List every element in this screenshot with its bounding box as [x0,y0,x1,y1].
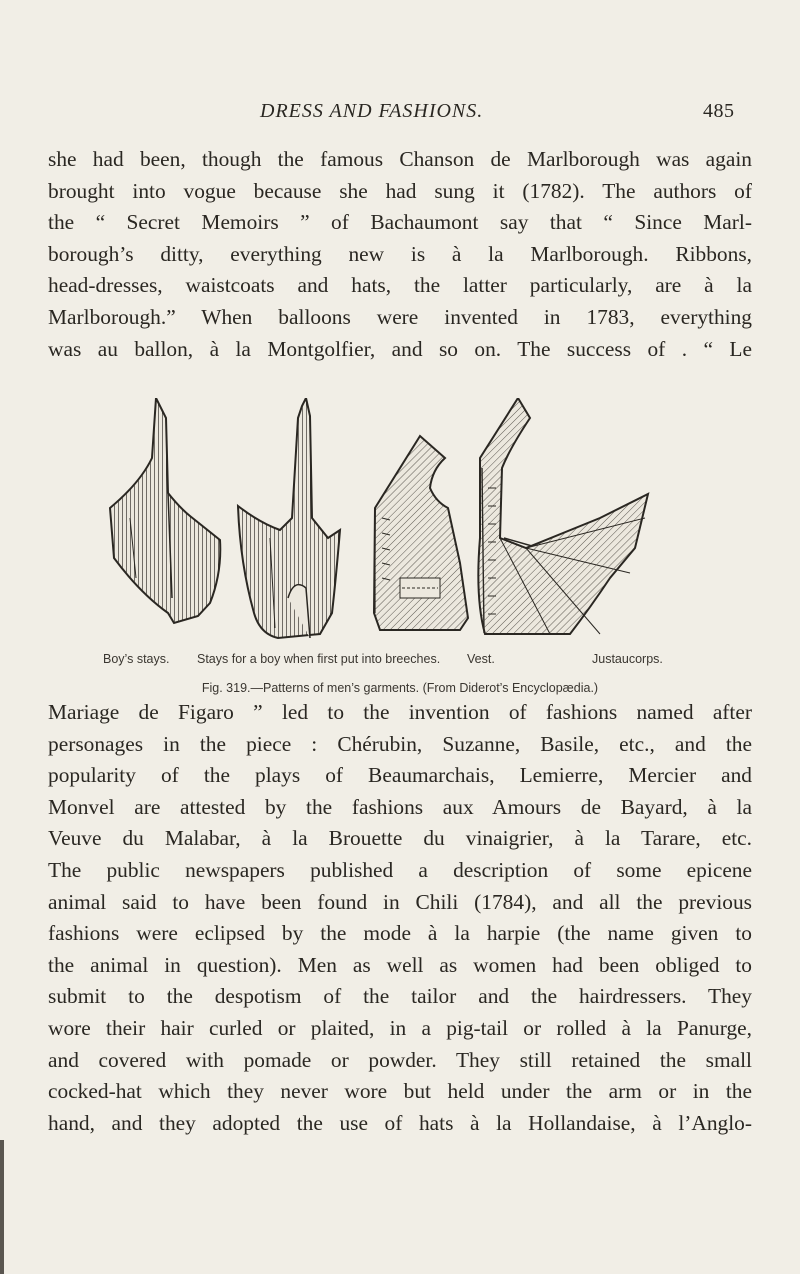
text-line: hand, and they adopted the use of hats à la Hollandaise, à l’Anglo- [48,1110,752,1135]
text-line: and covered with pomade or powder. They still retained the small [48,1047,752,1072]
caption-vest: Vest. [467,652,495,666]
justaucorps-pattern [478,398,648,634]
text-line: the “ Secret Memoirs ” of Bachaumont say that “ Since Marl- [48,210,752,235]
breeches-stays-pattern [238,398,340,638]
caption-breeches-stays: Stays for a boy when first put into breeches. [197,652,441,666]
text-line: Marlborough.” When balloons were invented in 1783, everything [48,304,752,329]
text-line: was au ballon, à la Montgolfier, and so on. The success of . “ Le [48,336,752,361]
figure-caption: Fig. 319.—Patterns of men’s garments. (From Diderot’s Encyclopædia.) [201,681,599,695]
text-line: borough’s ditty, everything new is à la Marlborough. Ribbons, [48,241,752,266]
text-line: Mariage de Figaro ” led to the invention of fashions named after [48,700,752,724]
garment-patterns-illustration [70,398,750,648]
text-line: the animal in question). Men as well as women had been obliged to [48,952,752,977]
page-number: 485 [703,100,735,122]
running-title: DRESS AND FASHIONS. [260,100,484,122]
text-line: popularity of the plays of Beaumarchais, Lemierre, Mercier and [48,763,752,788]
text-line: she had been, though the famous Chanson de Marlborough was again [48,147,752,171]
boys-stays-pattern [110,398,220,623]
text-line: head-dresses, waistcoats and hats, the latter particularly, are à la [48,273,752,298]
paragraph-top [48,144,752,365]
text-line: wore their hair curled or plaited, in a pig-tail or rolled à la Panurge, [48,1015,752,1040]
text-line: animal said to have been found in Chili (1784), and all the previous [48,889,752,914]
text-line: brought into vogue because she had sung it (1782). The authors of [48,178,752,203]
page-edge-shadow [0,1140,4,1274]
paragraph-bottom [48,697,752,1139]
text-line: personages in the piece : Chérubin, Suzanne, Basile, etc., and the [48,731,752,756]
caption-justaucorps: Justaucorps. [592,652,663,666]
text-line: Monvel are attested by the fashions aux Amours de Bayard, à la [48,794,752,819]
text-line: fashions were eclipsed by the mode à la harpie (the name given to [48,921,752,946]
text-line: Veuve du Malabar, à la Brouette du vinaigrier, à la Tarare, etc. [48,826,752,851]
vest-pattern [374,436,468,630]
text-line: cocked-hat which they never wore but held under the arm or in the [48,1079,752,1104]
text-line: submit to the despotism of the tailor and the hairdressers. They [48,984,752,1009]
text-line: The public newspapers published a description of some epicene [48,857,752,882]
caption-boys-stays: Boy’s stays. [103,652,170,666]
